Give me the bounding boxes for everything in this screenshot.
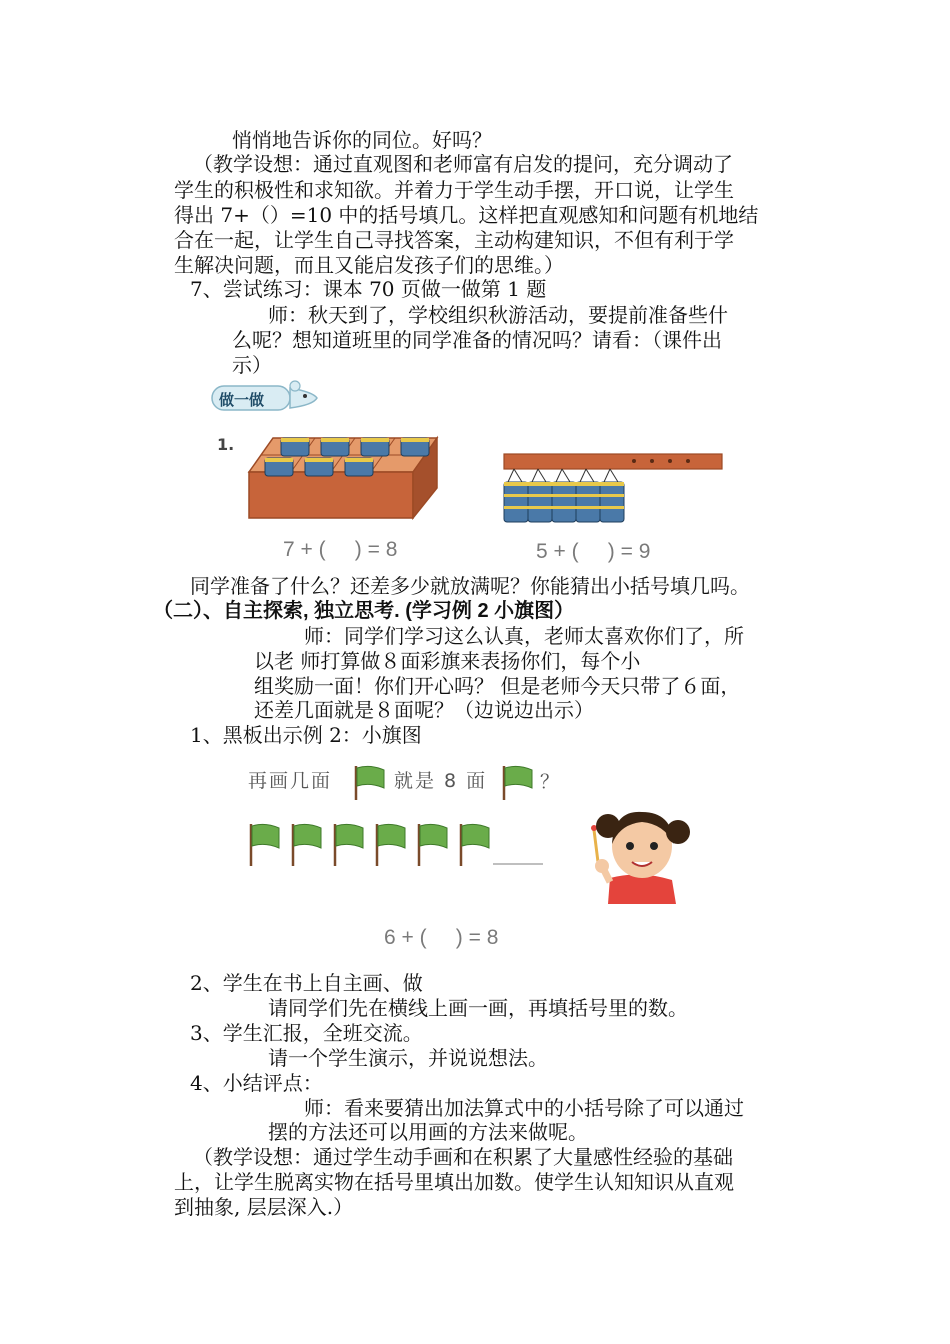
text-line: 么呢？想知道班里的同学准备的情况吗？请看：（课件出	[232, 328, 722, 352]
equation-5-plus: 5 + ( ) = 9	[536, 540, 651, 563]
text-line: 4、小结评点：	[190, 1071, 323, 1095]
badge-label: 做一做	[219, 391, 265, 409]
text-line: 3、学生汇报，全班交流。	[190, 1021, 423, 1045]
text-line: 请一个学生演示，并说说想法。	[268, 1046, 548, 1070]
item-number: 1.	[217, 435, 235, 454]
text-line: 师：看来要猜出加法算式中的小括号除了可以通过	[304, 1096, 744, 1120]
equation-6-plus: 6 + ( ) = 8	[384, 926, 499, 949]
text-line: 示）	[232, 353, 272, 377]
six-flags-illustration	[245, 820, 545, 870]
text-line: 同学准备了什么？还差多少就放满呢？你能猜出小括号填几吗。	[190, 574, 750, 598]
text-line: 摆的方法还可以用画的方法来做呢。	[268, 1120, 588, 1144]
text-line: 到抽象, 层层深入.）	[174, 1195, 354, 1219]
text-line: （教学设想：通过学生动手画和在积累了大量感性经验的基础	[193, 1145, 733, 1169]
jar-box-illustration	[245, 430, 445, 525]
text-line: 师：秋天到了，学校组织秋游活动，要提前准备些什	[268, 303, 728, 327]
flag-icon	[352, 762, 388, 802]
text-line: 1、黑板出示例 2：小旗图	[190, 723, 422, 747]
text-line: 请同学们先在横线上画一画，再填括号里的数。	[268, 996, 688, 1020]
text-line: 悄悄地告诉你的同位。好吗？	[232, 128, 492, 152]
flag-prompt-question: ？	[540, 771, 562, 793]
bucket-rack-illustration	[500, 450, 725, 530]
text-line: 师：同学们学习这么认真，老师太喜欢你们了，所	[304, 624, 744, 648]
flag-prompt-part2: 就是 8 面	[394, 770, 488, 792]
text-line: （教学设想：通过直观图和老师富有启发的提问，充分调动了	[193, 152, 733, 176]
section-heading: （二）、自主探索, 独立思考. (学习例 2 小旗图）	[153, 600, 575, 622]
text-line: 学生的积极性和求知欲。并着力于学生动手摆，开口说，让学生	[174, 178, 734, 202]
text-line: 还差几面就是８面呢？（边说边出示）	[254, 698, 594, 722]
equation-7-plus: 7 + ( ) = 8	[283, 538, 398, 561]
text-line: 以老 师打算做８面彩旗来表扬你们，每个小	[254, 649, 641, 673]
text-line: 2、学生在书上自主画、做	[190, 971, 423, 995]
text-line: 合在一起，让学生自己寻找答案，主动构建知识，不但有利于学	[174, 228, 734, 252]
text-line: 生解决问题，而且又能启发孩子们的思维。）	[174, 253, 564, 277]
text-line: 上，让学生脱离实物在括号里填出加数。使学生认知知识从直观	[174, 1170, 734, 1194]
flag-prompt-part1: 再画几面	[248, 770, 333, 792]
text-line: 7、尝试练习：课本 70 页做一做第 1 题	[190, 277, 547, 301]
text-line: 得出 7+（）=10 中的括号填几。这样把直观感知和问题有机地结	[174, 203, 759, 227]
text-line: 组奖励一面！你们开心吗？ 但是老师今天只带了６面，	[254, 674, 741, 698]
flag-icon	[500, 762, 536, 802]
girl-illustration	[580, 800, 695, 905]
